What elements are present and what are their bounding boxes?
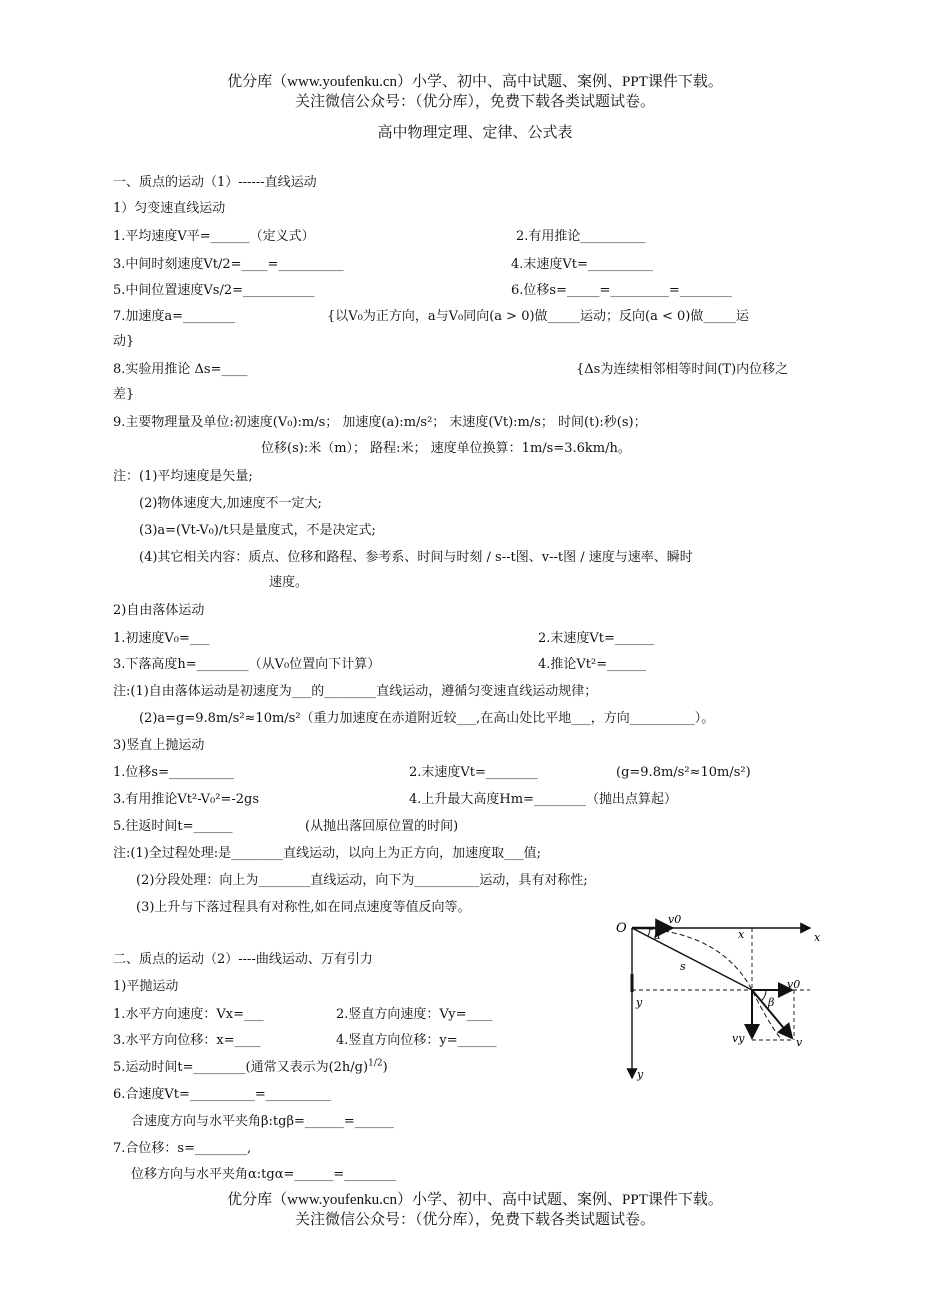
formula-note: (从抛出落回原位置的时间) (305, 819, 459, 834)
displacement-line (632, 928, 752, 990)
exponent: 1/2 (368, 1058, 383, 1069)
formula-line: 7.合位移：s=________, (113, 1141, 252, 1156)
formula-line: 4.推论Vt²=______ (538, 657, 647, 672)
formula-line: 5.往返时间t=______ (113, 819, 233, 834)
projectile-diagram (610, 908, 840, 1088)
note-line: 注:(1)全过程处理:是________直线运动，以向上为正方向，加速度取___值; (113, 846, 542, 861)
diagram-label-s: s (680, 960, 686, 973)
formula-line: 5.中间位置速度Vs/2=___________ (113, 283, 315, 298)
units-line: 9.主要物理量及单位:初速度(V₀):m/s； 加速度(a):m/s²； 末速度(Vt):m/s； 时间(t):秒(s)； (113, 415, 647, 430)
section-heading: 一、质点的运动（1）------直线运动 (113, 175, 317, 190)
diagram-label-x-axis: x (814, 931, 821, 944)
diagram-label-x-mid: x (738, 928, 745, 941)
formula-line: 1.初速度V₀=___ (113, 631, 210, 646)
formula-line: 4.竖直方向位移：y=______ (336, 1033, 497, 1048)
note-line: (2)物体速度大,加速度不一定大; (139, 496, 322, 511)
document-title: 高中物理定理、定律、公式表 (377, 123, 573, 141)
note-line: 注:(1)自由落体运动是初速度为___的________直线运动，遵循匀变速直线运动规律； (113, 684, 598, 699)
watermark-footer-line1: 优分库（www.youfenku.cn）小学、初中、高中试题、案例、PPT课件下载。 (227, 1192, 723, 1208)
diagram-label-v0-right: v0 (787, 978, 801, 991)
formula-line: 1.位移s=__________ (113, 765, 234, 780)
subsection-heading: 1)平抛运动 (113, 979, 179, 994)
note-line: (3)上升与下落过程具有对称性,如在同点速度等值反向等。 (136, 900, 471, 915)
formula-line: 2.竖直方向速度：Vy=____ (336, 1007, 493, 1022)
watermark-footer-line2: 关注微信公众号：（优分库），免费下载各类试题试卷。 (294, 1212, 655, 1228)
diagram-label-v: v (796, 1036, 803, 1049)
section-heading: 二、质点的运动（2）----曲线运动、万有引力 (113, 952, 373, 967)
diagram-label-beta: β (768, 996, 775, 1009)
formula-line: 2.末速度Vt=______ (538, 631, 654, 646)
diagram-label-y-axis: y (637, 1068, 644, 1081)
formula-line: 1.平均速度V平=______（定义式） (113, 229, 315, 244)
formula-line: 2.有用推论__________ (516, 229, 646, 244)
subsection-heading: 1）匀变速直线运动 (113, 201, 226, 216)
formula-note: {Δs为连续相邻相等时间(T)内位移之 (576, 362, 789, 377)
formula-line: 6.合速度Vt=__________=__________ (113, 1087, 331, 1102)
formula-line: 6.位移s=_____=_________=________ (511, 283, 732, 298)
diagram-label-v0-top: v0 (668, 913, 682, 926)
formula-line: 8.实验用推论 Δs=____ (113, 362, 248, 377)
formula-note: 差} (113, 387, 135, 402)
diagram-label-origin: O (616, 921, 627, 936)
diagram-label-vy: vy (732, 1032, 745, 1045)
watermark-header-line1: 优分库（www.youfenku.cn）小学、初中、高中试题、案例、PPT课件下载。 (227, 74, 723, 90)
note-line: 注：(1)平均速度是矢量; (113, 469, 253, 484)
units-line: 位移(s):米（m）； 路程:米； 速度单位换算：1m/s=3.6km/h。 (261, 441, 631, 456)
formula-line: 3.水平方向位移：x=____ (113, 1033, 261, 1048)
formula-line: 3.有用推论Vt²-V₀²=-2gs (113, 792, 260, 807)
watermark-header-line2: 关注微信公众号：（优分库），免费下载各类试题试卷。 (294, 94, 655, 110)
note-line: (3)a=(Vt-V₀)/t只是量度式，不是决定式; (139, 523, 376, 538)
note-line: (2)分段处理：向上为________直线运动，向下为__________运动，具有对称性; (136, 873, 588, 888)
formula-line: 3.下落高度h=________（从V₀位置向下计算） (113, 657, 381, 672)
formula-line: 合速度方向与水平夹角β:tgβ=______=______ (131, 1114, 394, 1129)
formula-line: 1.水平方向速度：Vx=___ (113, 1007, 264, 1022)
formula-line: 位移方向与水平夹角α:tgα=______=________ (131, 1167, 397, 1182)
formula-line: 3.中间时刻速度Vt/2=____=__________ (113, 257, 344, 272)
formula-line (113, 1059, 388, 1077)
formula-note: (g=9.8m/s²≈10m/s²) (616, 765, 751, 780)
beta-arc (761, 990, 766, 1001)
diagram-label-y-mid: y (636, 996, 643, 1009)
note-line: (2)a=g=9.8m/s²≈10m/s²（重力加速度在赤道附近较___,在高山处比平地___，方向__________）。 (139, 711, 715, 726)
diagram-label-alpha: a (654, 929, 661, 942)
subsection-heading: 2)自由落体运动 (113, 603, 205, 618)
subsection-heading: 3)竖直上抛运动 (113, 738, 205, 753)
formula-text: 5.运动时间t=________(通常又表示为(2h/g) (113, 1060, 369, 1075)
formula-line: 7.加速度a=________ (113, 309, 236, 324)
note-line: 速度。 (269, 575, 309, 590)
formula-line: 4.末速度Vt=__________ (511, 257, 653, 272)
formula-text: ) (382, 1060, 388, 1075)
formula-line: 4.上升最大高度Hm=________（抛出点算起） (409, 792, 677, 807)
formula-note: {以V₀为正方向，a与V₀同向(a > 0)做_____运动；反向(a < 0)做_____运 (327, 309, 749, 324)
formula-line: 2.末速度Vt=________ (409, 765, 538, 780)
note-line: (4)其它相关内容：质点、位移和路程、参考系、时间与时刻 / s--t图、v--t图 / 速度与速率、瞬时 (139, 550, 693, 565)
formula-note: 动} (113, 334, 135, 349)
trajectory-curve (632, 928, 782, 1040)
